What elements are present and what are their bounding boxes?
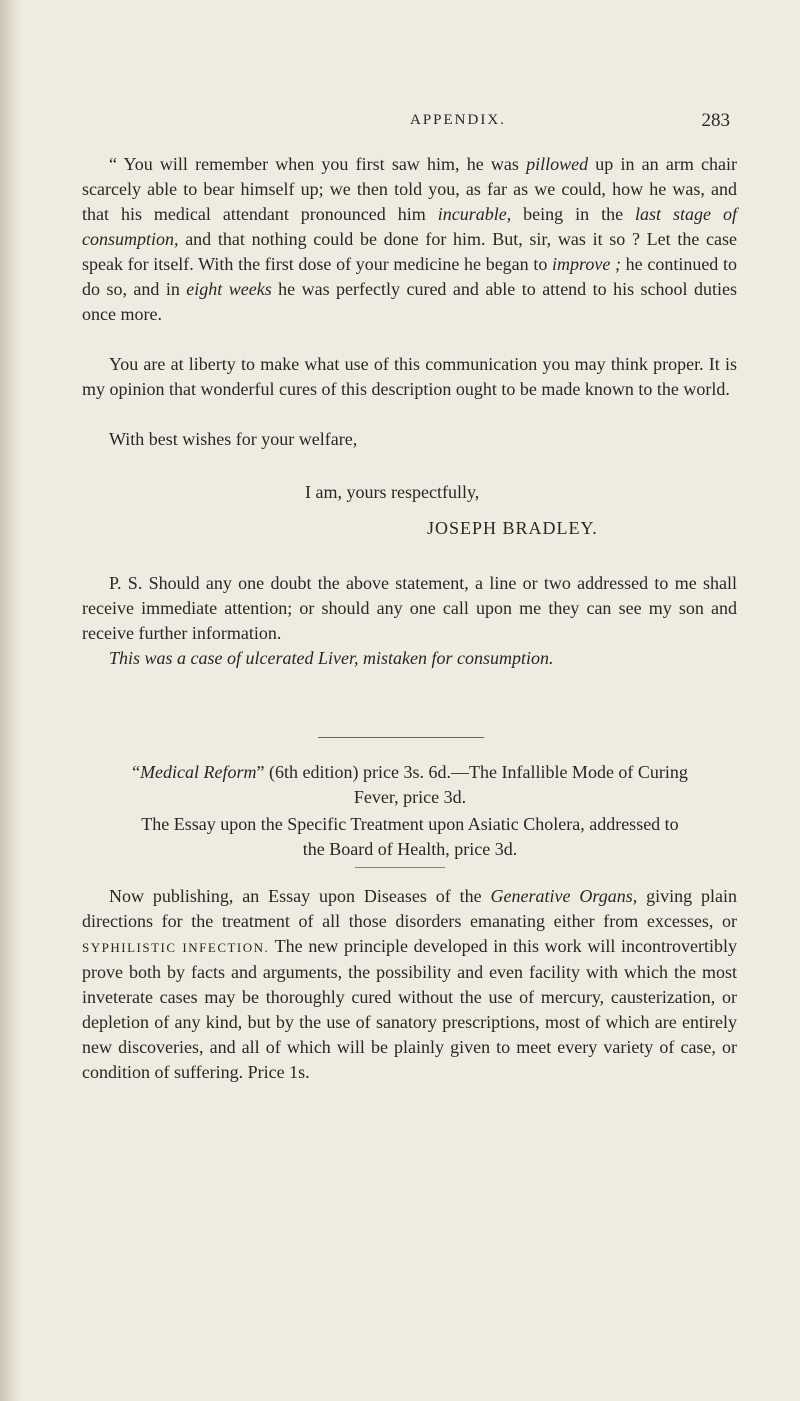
running-head: APPENDIX. (410, 112, 506, 128)
letter-paragraph-3: With best wishes for your welfare, (109, 429, 358, 449)
italic-text-run: last stage of consumption, (82, 204, 737, 249)
italic-text-run: Medical Reform (140, 762, 257, 782)
italic-text-run: eight weeks (186, 279, 272, 299)
short-divider (355, 867, 445, 868)
text-run: giving plain directions for the treatment of all those disorders emanating either from excesses, or (82, 886, 737, 931)
italic-text-run: incurable, (437, 204, 512, 224)
text-run: being in the (511, 204, 636, 224)
text-run: The new principle developed in this work will incontrovertibly prove both by facts and arguments, the possibility and even facility with which the most inveterate cases may be thoroughly cured without the use of mercury, causterization, or depletion of any kind, but by the use of sanatory prescriptions, most of which are entirely new discoveries, and all of which will be plainly given to meet every variety of case, or condition of suffering. Price 1s. (82, 936, 737, 1082)
letter-paragraph-2: You are at liberty to make what use of this communication you may think proper. It is my opinion that wonderful cures of this description ought to be made known to the world. (82, 354, 737, 399)
text-run: he was perfectly cured and able to attend to his school duties once more. (82, 279, 737, 324)
postscript-note-text: This was a case of ulcerated Liver, mistaken for consumption. (109, 648, 554, 668)
italic-text-run: improve ; (552, 254, 621, 274)
postscript: P. S. Should any one doubt the above statement, a line or two addressed to me shall receive immediate attention; or should any one call upon me they can see my son and receive further information. (82, 573, 737, 643)
text-run: he continued to do so, and in (82, 254, 737, 299)
advert-medical-reform (130, 760, 690, 810)
letter-signature: JOSEPH BRADLEY. (427, 518, 598, 538)
section-divider (318, 737, 484, 738)
advert-generative-organs (82, 884, 737, 1085)
italic-text-run: Generative Organs, (490, 886, 638, 906)
page-number: 283 (701, 110, 730, 131)
text-run: up in an arm chair scarcely able to bear himself up; we then told you, as far as we could, how he was, and that his medical attendant pronounced him (82, 154, 737, 224)
text-run: and that nothing could be done for him. But, sir, was it so ? Let the case speak for itself. With the first dose of your medicine he began to (82, 229, 737, 274)
text-run: Now publishing, an Essay upon Diseases of the (109, 886, 491, 906)
letter-paragraph-1 (82, 152, 737, 327)
italic-text-run: pillowed (526, 154, 589, 174)
text-run: “ You will remember when you first saw him, he was (109, 154, 527, 174)
small-caps-text-run: SYPHILISTIC INFECTION. (82, 940, 270, 955)
text-run: “ (132, 762, 141, 782)
letter-closing: I am, yours respectfully, (305, 482, 480, 502)
page-header (80, 110, 730, 140)
advert-cholera-essay: The Essay upon the Specific Treatment upon Asiatic Cholera, addressed to the Board of Health, price 3d. (141, 814, 679, 859)
text-run: ” (6th edition) price 3s. 6d.—The Infallible Mode of Curing Fever, price 3d. (256, 762, 688, 807)
page-binding-shadow (0, 0, 22, 1401)
postscript-note (82, 646, 737, 671)
